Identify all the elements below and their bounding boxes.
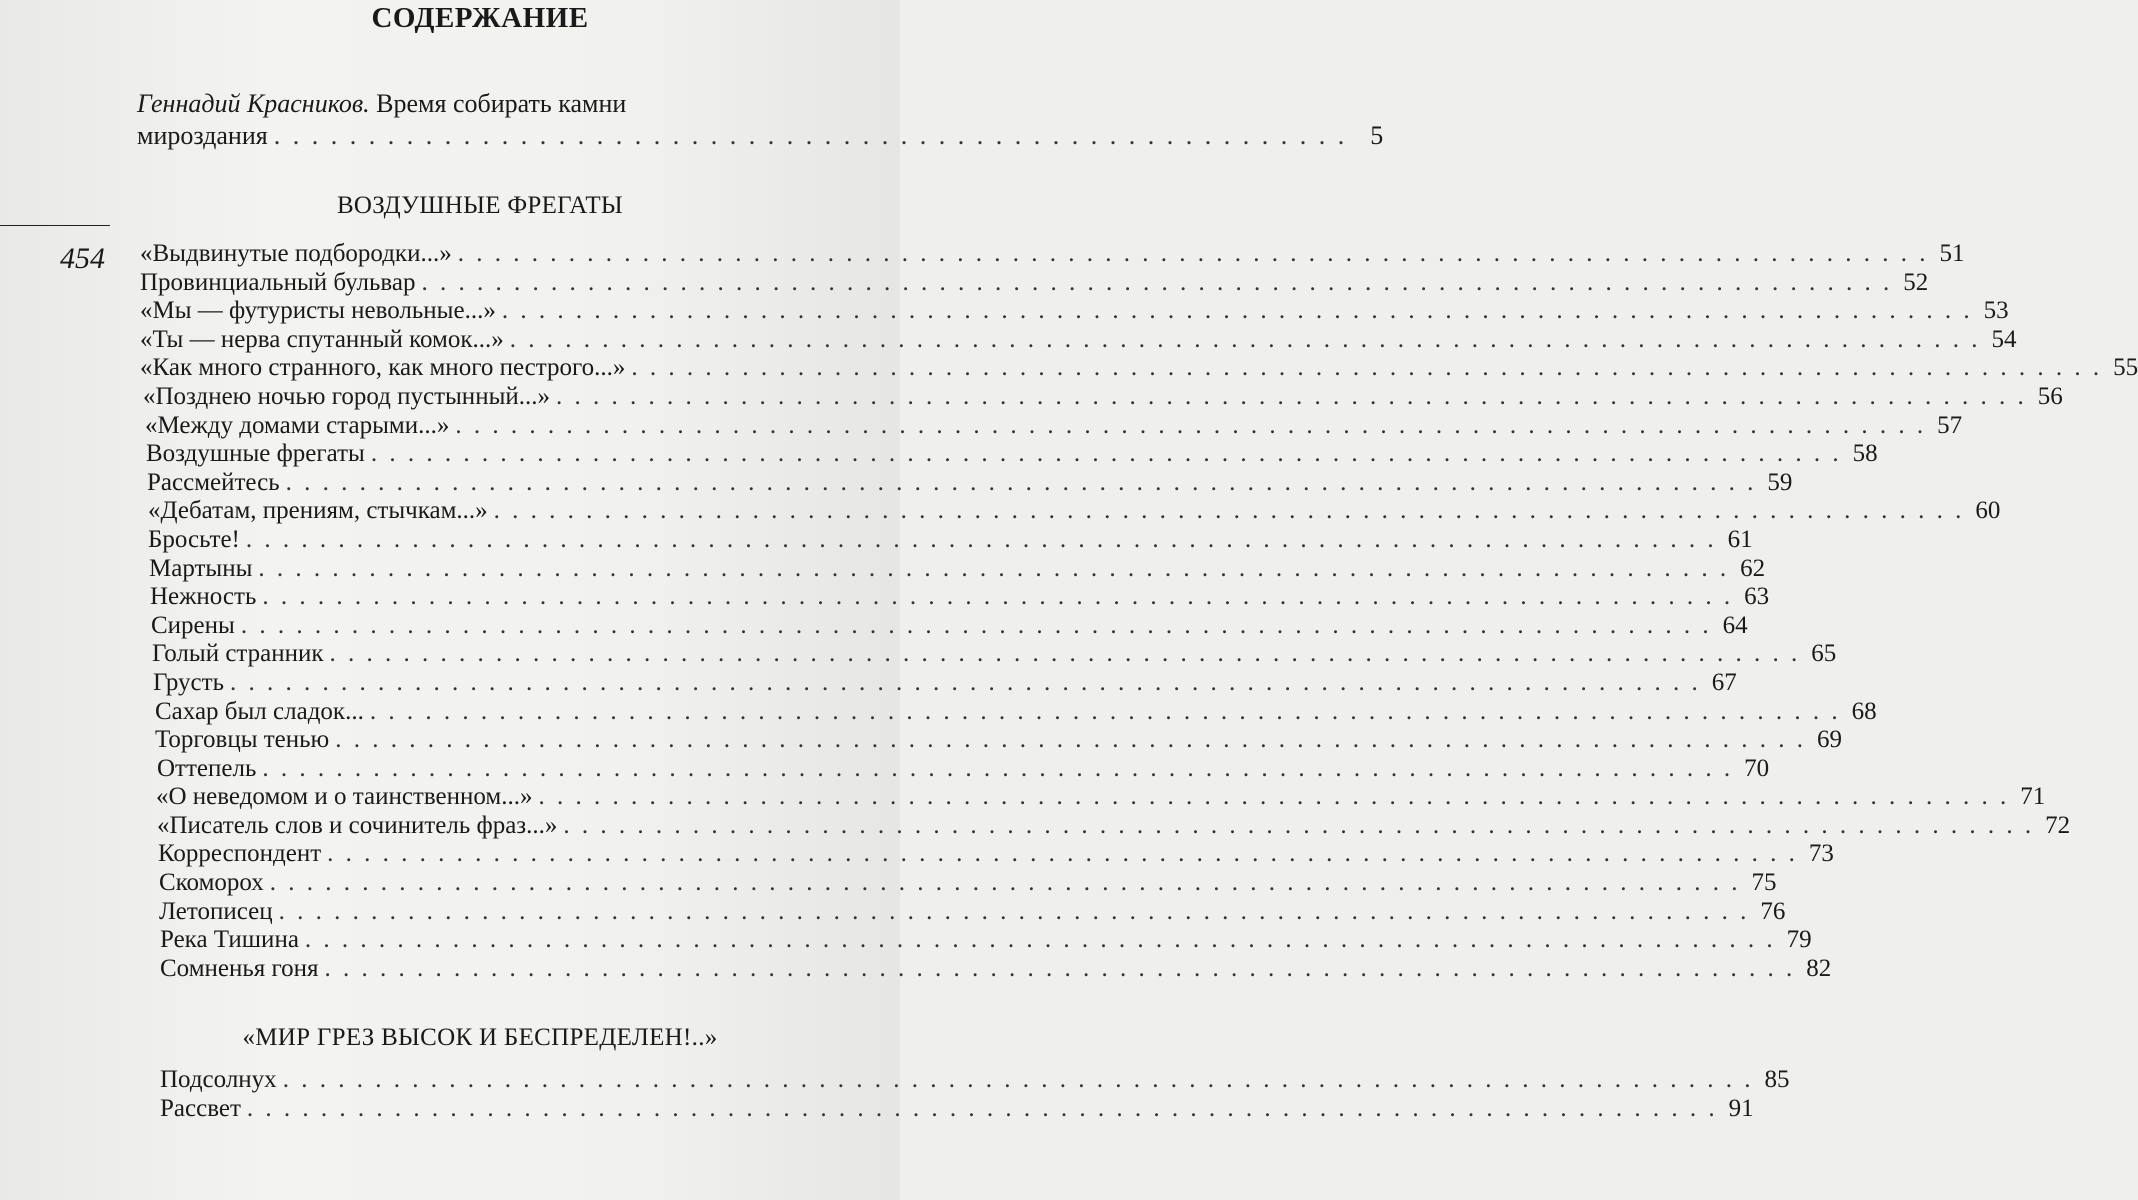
toc-entry-page: 73 <box>1808 840 1834 868</box>
toc-entry-page: 68 <box>1851 697 1877 725</box>
leader-dots: . . . . . . . . . . . . . . . . . . . . . . . . . . . . . . . . . . . . . . . . . . . . . . . . . . . . . . . . . . . . . . . . . . . . . . . . . . . . . . . . <box>493 497 1965 525</box>
toc-entry <box>140 382 2063 412</box>
section-2-list <box>160 1066 1790 1123</box>
toc-entry-page: 76 <box>1760 897 1786 925</box>
toc-entry-title: «Дебатам, прениям, стычкам...» <box>148 497 488 525</box>
toc-entry-page: 57 <box>1937 411 1963 439</box>
toc-entry-page: 79 <box>1786 926 1812 954</box>
toc-entry <box>160 1066 1790 1095</box>
leader-dots: . . . . . . . . . . . . . . . . . . . . . . . . . . . . . . . . . . . . . . . . . . . . . . . . . . . . . . . . . . . . . . . . . . . . . . . . . . . . . . . . <box>457 240 1929 267</box>
toc-entry-title: «Мы — футуристы невольные...» <box>140 297 496 325</box>
toc-entry-page: 70 <box>1744 754 1770 782</box>
leader-dots: . . . . . . . . . . . . . . . . . . . . . . . . . . . . . . . . . . . . . . . . . . . . . . . . . . . . . . . . . . . . . . . . . . . . . . . . . . . . . . . . <box>509 325 1981 353</box>
toc-entry <box>140 497 2001 526</box>
toc-entry-title: Корреспондент <box>158 840 322 868</box>
intro-author: Геннадий Красников. <box>137 89 370 118</box>
toc-entry-title: Летописец <box>159 897 273 925</box>
toc-entry-title: Подсолнух <box>160 1066 277 1093</box>
toc-entry-title: Воздушные фрегаты <box>146 440 365 468</box>
toc-entry-page: 91 <box>1728 1094 1754 1122</box>
leader-dots: . . . . . . . . . . . . . . . . . . . . . . . . . . . . . . . . . . . . . . . . . . . . . . . . . . . . . . . . . . . . . . . . . . . . . . . . . . . . . . . . <box>369 697 1841 725</box>
toc-entry-title: Голый странник <box>152 640 324 668</box>
toc-entry <box>140 783 2046 812</box>
toc-entry-title: «Ты — нерва спутанный комок...» <box>140 325 504 353</box>
leader-dots: . . . . . . . . . . . . . . . . . . . . . . . . . . . . . . . . . . . . . . . . . . . . . . . . . . . . . . . . . . . . . . . . . . . . . . . . . . . . . . . . <box>304 926 1776 954</box>
toc-entry <box>140 897 1786 927</box>
toc-entry-page: 60 <box>1975 497 2001 525</box>
leader-dots: . . . . . . . . . . . . . . . . . . . . . . . . . . . . . . . . . . . . . . . . . . . . . . . . . . . . . . . . . . . . . . . . . . . . . . . . . . . . . . . . <box>240 611 1712 639</box>
leader-dots: . . . . . . . . . . . . . . . . . . . . . . . . . . . . . . . . . . . . . . . . . . . . . . . . . . . . . . . . . . . . . . . . . . . . . . . . . . . . . . . . <box>501 297 1973 325</box>
leader-dots: . . . . . . . . . . . . . . . . . . . . . . . . . . . . . . . . . . . . . . . . . . . . . . . . . . . . . . . . . . . . . . . . . . . . . . . . . . . . . . . . <box>335 726 1806 754</box>
leader-dots: . . . . . . . . . . . . . . . . . . . . . . . . . . . . . . . . . . . . . . . . . . . . . . . . . . . . . . . . . . . . . . . . . . . . . . . . . . . . . . . . <box>455 411 1927 439</box>
leader-dots: . . . . . . . . . . . . . . . . . . . . . . . . . . . . . . . . . . . . . . . . . . . . . . . . . . . . . . . . . . . . . . . . . . . . . . . . . . . . . . . . <box>262 583 1734 611</box>
toc-entry <box>140 869 1777 898</box>
section-heading-2: «МИР ГРЕЗ ВЫСОК И БЕСПРЕДЕЛЕН!..» <box>242 1024 718 1051</box>
toc-entry-title: «Позднею ночью город пустынный...» <box>143 382 550 410</box>
leader-dots: . . . . . . . . . . . . . . . . . . . . . . . . . . . . . . . . . . . . . . . . . . . . . . . . . . . . . . . . . . . . . . . . . . . . . . . . . . . . . . . . <box>262 754 1734 782</box>
leader-dots: . . . . . . . . . . . . . . . . . . . . . . . . . . . . . . . . . . . . . . . . . . . . . . . . . . . . . . . . . . . . . . . . . . . . . . . . . . . . . . . . <box>329 640 1801 668</box>
toc-entry <box>140 726 1842 755</box>
margin-rule <box>0 225 110 226</box>
toc-entry-title: Рассвет <box>160 1094 241 1122</box>
toc-entry-title: «Как много странного, как много пестрого...» <box>140 354 626 382</box>
toc-entry-title: Река Тишина <box>160 926 299 954</box>
toc-entry <box>140 240 1965 269</box>
toc-entry-title: Бросьте! <box>148 525 240 553</box>
toc-entry <box>140 325 2017 355</box>
toc-entry-title: Скоморох <box>159 869 264 897</box>
toc-entry <box>140 525 1753 555</box>
toc-entry <box>140 354 2138 383</box>
toc-entry <box>140 697 1877 727</box>
leader-dots: . . . . . . . . . . . . . . . . . . . . . . . . . . . . . . . . . . . . . . . . . . . . . . . . . . . . . . . . . . . . . . . . . . . . . . . . . . . . . . . . <box>258 554 1730 582</box>
page-title: СОДЕРЖАНИЕ <box>371 2 589 34</box>
leader-dots: . . . . . . . . . . . . . . . . . . . . . . . . . . . . . . . . . . . . . . . . . . . . . . . . . . . . . . . . . . . . . . . . . . . . . . . . . . . . . . . . <box>370 440 1842 468</box>
toc-entry-title: Сахар был сладок... <box>155 697 364 725</box>
toc-entry <box>140 668 1737 698</box>
toc-entry-title: Сирены <box>151 611 235 639</box>
toc-entry-page: 52 <box>1903 268 1929 296</box>
toc-entry <box>140 554 1766 584</box>
leader-dots: . . . . . . . . . . . . . . . . . . . . . . . . . . . . . . . . . . . . . . . . . . . . . . . . . . . . . . . . . . . . . . . . . . . . . . . . . . . . . . . . <box>563 811 2035 839</box>
toc-entry <box>140 640 1837 669</box>
intro-page-number: 5 <box>1370 121 1384 150</box>
leader-dots: . . . . . . . . . . . . . . . . . . . . . . . . . . . . . . . . . . . . . . . . . . . . . . . . . . . . . . . . . . . . . . . . . . . . . . . . . . . . . . . . <box>246 1094 1718 1122</box>
intro-title-part1: Время собирать камни <box>369 89 627 118</box>
toc-entry-page: 62 <box>1740 554 1766 582</box>
toc-entry-page: 67 <box>1711 668 1737 696</box>
toc-entry-title: «О неведомом и о таинственном...» <box>156 783 533 811</box>
toc-entry <box>140 440 1878 469</box>
leader-dots: . . . . . . . . . . . . . . . . . . . . . . . . . . . . . . . . . . . . . . . . . . . . . . . . . . . . . . . . . . . . . . . . . . . . . . . . . . . . . . . . <box>421 268 1893 296</box>
toc-entry <box>140 840 1834 869</box>
intro-title-part2: мироздания <box>137 121 268 150</box>
toc-entry <box>160 1094 1754 1124</box>
toc-entry <box>140 268 1929 298</box>
toc-entry <box>140 468 1793 498</box>
toc-entry-title: Оттепель <box>157 754 257 782</box>
toc-entry <box>140 754 1770 784</box>
toc-entry-title: «Писатель слов и сочинитель фраз...» <box>157 811 558 839</box>
toc-entry-title: «Выдвинутые подбородки...» <box>140 240 452 267</box>
toc-entry-page: 72 <box>2045 811 2071 839</box>
leader-dots: . . . . . . . . . . . . . . . . . . . . . . . . . . . . . . . . . . . . . . . . . . . . . . . . . . . . . . . . . . . . . . . . . . . . . . . . . . . . . . . . <box>324 954 1796 982</box>
toc-entry-title: Рассмейтесь <box>147 468 280 496</box>
toc-entry-page: 85 <box>1764 1066 1790 1093</box>
toc-entry-page: 56 <box>2037 382 2063 410</box>
toc-entry-title: «Между домами старыми...» <box>145 411 450 439</box>
toc-entry-page: 63 <box>1744 583 1770 611</box>
leader-dots: . . . . . . . . . . . . . . . . . . . . . . . . . . . . . . . . . . . . . . . . . . . . . . . . . . . . . . . . . . . . . . . . . . . . . . . . . . . . . . . . <box>556 382 2027 410</box>
toc-entry-title: Провинциальный бульвар <box>140 268 416 296</box>
leader-dots: . . . . . . . . . . . . . . . . . . . . . . . . . . . . . . . . . . . . . . . . . . . . . . . . . . . . . . . . . . . . . . . . . . . . . . . . . . . . . . . . <box>282 1066 1754 1093</box>
toc-entry-page: 53 <box>1983 297 2009 325</box>
intro-entry <box>137 88 1384 152</box>
toc-entry <box>140 583 1770 612</box>
toc-entry-page: 51 <box>1939 240 1965 267</box>
leader-dots: . . . . . . . . . . . . . . . . . . . . . . . . . . . . . . . . . . . . . . . . . . . . . . . . . . . . . . . . . . . . . . . . . . . . . . . . . . . . . . . . <box>278 897 1750 925</box>
intro-line-2 <box>137 120 1384 152</box>
toc-entry <box>140 954 1832 984</box>
toc-entry-page: 71 <box>2020 783 2046 811</box>
toc-entry-title: Грусть <box>153 668 224 696</box>
toc-entry <box>140 811 2071 841</box>
toc-entry-title: Торговцы тенью <box>155 726 330 754</box>
leader-dots: . . . . . . . . . . . . . . . . . . . . . . . . . . . . . . . . . . . . . . . . . . . . . . . . . . . . . . . . . <box>273 121 1348 150</box>
toc-entry-page: 61 <box>1727 525 1753 553</box>
toc-entry-page: 65 <box>1811 640 1837 668</box>
toc-entry <box>140 297 2009 326</box>
toc-entry-page: 82 <box>1806 954 1832 982</box>
leader-dots: . . . . . . . . . . . . . . . . . . . . . . . . . . . . . . . . . . . . . . . . . . . . . . . . . . . . . . . . . . . . . . . . . . . . . . . . . . . . . . . . <box>269 869 1741 897</box>
section-1-list <box>140 240 2138 983</box>
toc-entry-page: 69 <box>1816 726 1842 754</box>
toc-entry <box>140 611 1748 641</box>
leader-dots: . . . . . . . . . . . . . . . . . . . . . . . . . . . . . . . . . . . . . . . . . . . . . . . . . . . . . . . . . . . . . . . . . . . . . . . . . . . . . . . . <box>245 525 1717 553</box>
folio-number: 454 <box>60 242 105 275</box>
toc-entry <box>140 926 1812 955</box>
toc-entry-page: 64 <box>1722 611 1748 639</box>
toc-entry-page: 54 <box>1991 325 2017 353</box>
intro-line-1 <box>137 88 827 120</box>
toc-entry-page: 59 <box>1767 468 1793 496</box>
toc-entry-title: Мартыны <box>149 554 253 582</box>
toc-entry-page: 55 <box>2113 354 2138 382</box>
toc-entry-title: Нежность <box>150 583 257 611</box>
toc-entry <box>140 411 1963 441</box>
toc-entry-title: Сомненья гоня <box>160 954 319 982</box>
leader-dots: . . . . . . . . . . . . . . . . . . . . . . . . . . . . . . . . . . . . . . . . . . . . . . . . . . . . . . . . . . . . . . . . . . . . . . . . . . . . . . . . <box>631 354 2103 382</box>
leader-dots: . . . . . . . . . . . . . . . . . . . . . . . . . . . . . . . . . . . . . . . . . . . . . . . . . . . . . . . . . . . . . . . . . . . . . . . . . . . . . . . . <box>327 840 1798 868</box>
toc-entry-page: 58 <box>1852 440 1878 468</box>
section-heading-1: ВОЗДУШНЫЕ ФРЕГАТЫ <box>336 192 624 219</box>
leader-dots: . . . . . . . . . . . . . . . . . . . . . . . . . . . . . . . . . . . . . . . . . . . . . . . . . . . . . . . . . . . . . . . . . . . . . . . . . . . . . . . . <box>229 668 1701 696</box>
leader-dots: . . . . . . . . . . . . . . . . . . . . . . . . . . . . . . . . . . . . . . . . . . . . . . . . . . . . . . . . . . . . . . . . . . . . . . . . . . . . . . . . <box>285 468 1757 496</box>
toc-entry-page: 75 <box>1751 869 1777 897</box>
leader-dots: . . . . . . . . . . . . . . . . . . . . . . . . . . . . . . . . . . . . . . . . . . . . . . . . . . . . . . . . . . . . . . . . . . . . . . . . . . . . . . . . <box>538 783 2010 811</box>
